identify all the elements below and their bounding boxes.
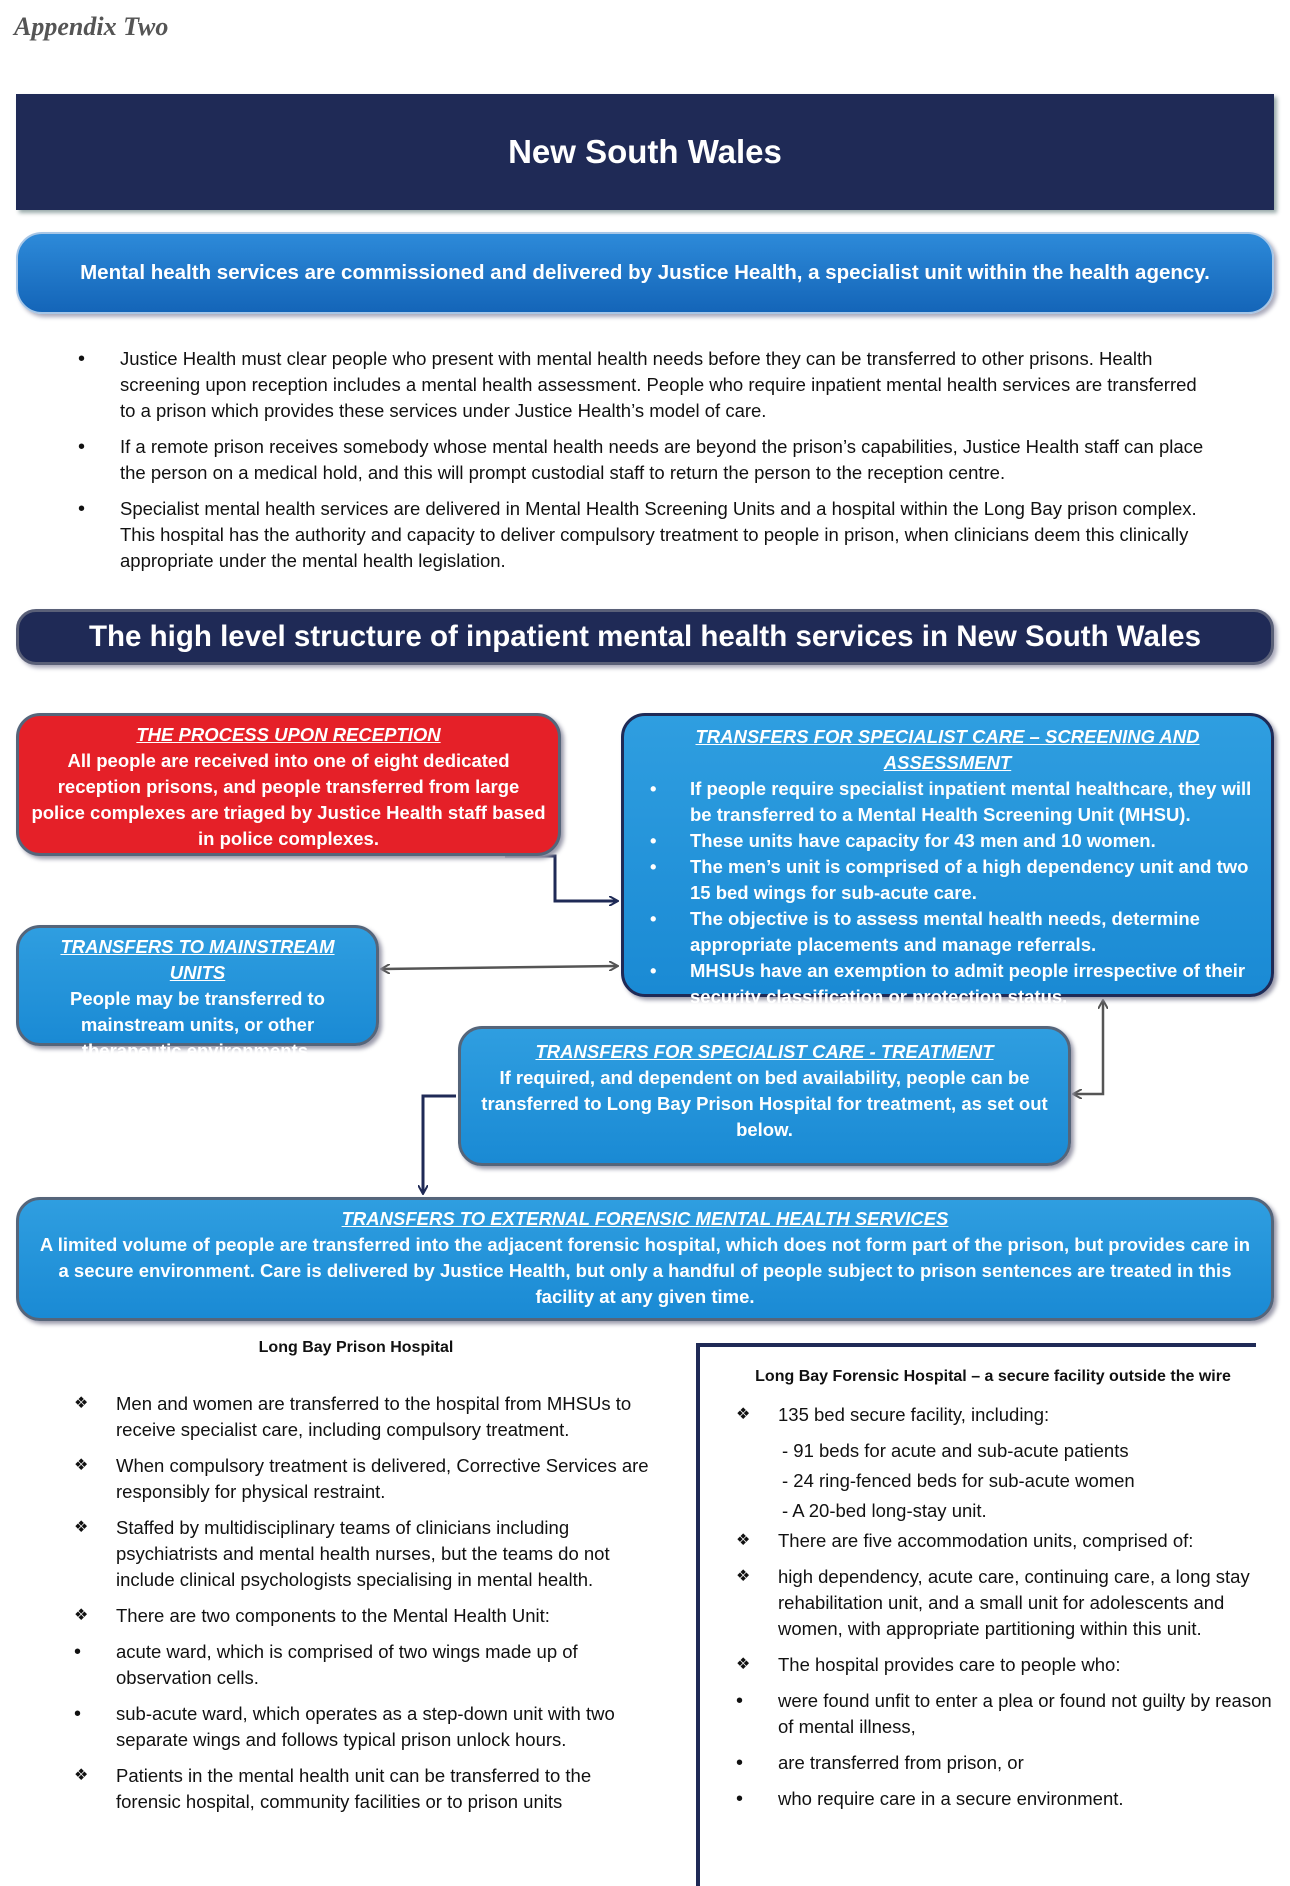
dot-bullet-icon: • xyxy=(736,1788,744,1810)
prison-hospital-item xyxy=(20,1515,650,1593)
mainstream-box xyxy=(16,925,379,1061)
dot-bullet-icon: • xyxy=(74,1641,82,1663)
forensic-hospital-item xyxy=(700,1564,1286,1642)
diamond-bullet-icon: ❖ xyxy=(736,1532,751,1549)
external-text: A limited volume of people are transferred into the adjacent forensic hospital, which does not form part of the prison, but provides care in a secure environment. Care is delivered by Justice Health, but only a handful of people subject to prison sentences are treated in this facility at any given time. xyxy=(39,1234,1251,1307)
arrow-reception-to-screening xyxy=(505,856,617,901)
forensic-hospital-item-text: high dependency, acute care, continuing care, a long stay rehabilitation unit, and a small unit for adolescents and women, with appropriate partitioning within this unit. xyxy=(778,1566,1250,1639)
diamond-bullet-icon: ❖ xyxy=(736,1406,751,1423)
prison-hospital-item xyxy=(20,1391,650,1443)
prison-hospital-item-text: sub-acute ward, which operates as a step-down unit with two separate wings and follows typical prison unlock hours. xyxy=(116,1703,615,1750)
diamond-bullet-icon: ❖ xyxy=(736,1656,751,1673)
screening-heading: TRANSFERS FOR SPECIALIST CARE – SCREENING AND ASSESSMENT xyxy=(695,726,1200,773)
forensic-hospital-item xyxy=(700,1786,1286,1812)
screening-item: • The objective is to assess mental health needs, determine appropriate placements and manage referrals. xyxy=(638,906,1257,958)
reception-text: All people are received into one of eight dedicated reception prisons, and people transferred from large police complexes are triaged by Justice Health staff based in police complexes. xyxy=(31,750,546,849)
dot-bullet-icon: • xyxy=(736,1752,744,1774)
forensic-hospital-list xyxy=(700,1402,1286,1822)
prison-hospital-item-text: Men and women are transferred to the hospital from MHSUs to receive specialist care, including compulsory treatment. xyxy=(116,1393,632,1440)
forensic-hospital-item xyxy=(700,1438,1286,1464)
subtitle-banner: Mental health services are commissioned and delivered by Justice Health, a specialist unit within the health agency. xyxy=(16,232,1274,314)
prison-hospital-title: Long Bay Prison Hospital xyxy=(258,1339,454,1356)
appendix-label: Appendix Two xyxy=(14,12,169,41)
forensic-hospital-item xyxy=(700,1528,1286,1554)
page-title: New South Wales xyxy=(16,94,1274,210)
prison-hospital-item xyxy=(20,1701,650,1753)
reception-box xyxy=(16,713,561,856)
prison-hospital-item xyxy=(20,1453,650,1505)
arrow-screening-mainstream xyxy=(382,966,617,969)
dot-bullet-icon: • xyxy=(74,1703,82,1725)
treatment-box xyxy=(458,1026,1071,1166)
forensic-hospital-item-text: There are five accommodation units, comprised of: xyxy=(778,1530,1194,1551)
forensic-hospital-item-text: - A 20-bed long-stay unit. xyxy=(782,1500,987,1521)
screening-list xyxy=(638,776,1257,1010)
column-divider-top xyxy=(696,1343,1256,1347)
forensic-hospital-item-text: 135 bed secure facility, including: xyxy=(778,1404,1050,1425)
forensic-hospital-item-text: who require care in a secure environment. xyxy=(778,1788,1124,1809)
forensic-hospital-item xyxy=(700,1498,1286,1524)
structure-title: The high level structure of inpatient mental health services in New South Wales xyxy=(16,609,1274,665)
prison-hospital-item-text: Patients in the mental health unit can be transferred to the forensic hospital, community facilities or to prison units xyxy=(116,1765,592,1812)
forensic-hospital-item-text: - 91 beds for acute and sub-acute patients xyxy=(782,1440,1129,1461)
diamond-bullet-icon: ❖ xyxy=(736,1568,751,1585)
dot-bullet-icon: • xyxy=(736,1690,744,1712)
prison-hospital-list xyxy=(20,1391,650,1825)
mainstream-heading: TRANSFERS TO MAINSTREAM UNITS xyxy=(60,936,335,983)
forensic-hospital-item-text: - 24 ring-fenced beds for sub-acute women xyxy=(782,1470,1135,1491)
arrow-screening-treatment xyxy=(1074,1001,1103,1094)
treatment-heading: TRANSFERS FOR SPECIALIST CARE - TREATMENT xyxy=(535,1041,994,1062)
intro-bullet: • Specialist mental health services are delivered in Mental Health Screening Units and a hospital within the Long Bay prison complex. This hospital has the authority and capacity to deliver compulsory treatment to people in prison, when clinicians deem this clinically appropriate under the mental health legislation. xyxy=(20,496,1210,574)
diamond-bullet-icon: ❖ xyxy=(74,1519,89,1536)
diamond-bullet-icon: ❖ xyxy=(74,1767,89,1784)
forensic-hospital-item xyxy=(700,1652,1286,1678)
prison-hospital-item-text: acute ward, which is comprised of two wings made up of observation cells. xyxy=(116,1641,578,1688)
intro-bullet: • If a remote prison receives somebody whose mental health needs are beyond the prison’s capabilities, Justice Health staff can place the person on a medical hold, and this will prompt custodial staff to return the person to the reception centre. xyxy=(20,434,1210,486)
screening-item: • MHSUs have an exemption to admit people irrespective of their security classification or protection status. xyxy=(638,958,1257,1010)
forensic-hospital-item-text: are transferred from prison, or xyxy=(778,1752,1024,1773)
prison-hospital-item xyxy=(20,1639,650,1691)
forensic-hospital-item xyxy=(700,1468,1286,1494)
forensic-hospital-title: Long Bay Forensic Hospital – a secure facility outside the wire xyxy=(755,1368,1231,1385)
prison-hospital-item xyxy=(20,1603,650,1629)
screening-item: • These units have capacity for 43 men and 10 women. xyxy=(638,828,1257,854)
diamond-bullet-icon: ❖ xyxy=(74,1607,89,1624)
forensic-hospital-item xyxy=(700,1402,1286,1428)
forensic-hospital-item xyxy=(700,1688,1286,1740)
screening-item: • The men’s unit is comprised of a high dependency unit and two 15 bed wings for sub-acute care. xyxy=(638,854,1257,906)
forensic-hospital-item-text: were found unfit to enter a plea or found not guilty by reason of mental illness, xyxy=(778,1690,1272,1737)
prison-hospital-item-text: There are two components to the Mental Health Unit: xyxy=(116,1605,550,1626)
external-box xyxy=(16,1197,1274,1321)
prison-hospital-item-text: Staffed by multidisciplinary teams of clinicians including psychiatrists and mental health nurses, but the teams do not include clinical psychologists specialising in mental health. xyxy=(116,1517,610,1590)
arrow-treatment-to-external xyxy=(423,1096,456,1193)
forensic-hospital-item xyxy=(700,1750,1286,1776)
external-heading: TRANSFERS TO EXTERNAL FORENSIC MENTAL HEALTH SERVICES xyxy=(341,1208,949,1229)
treatment-text: If required, and dependent on bed availability, people can be transferred to Long Bay Prison Hospital for treatment, as set out below. xyxy=(481,1067,1048,1140)
screening-box xyxy=(621,713,1274,1007)
diamond-bullet-icon: ❖ xyxy=(74,1457,89,1474)
prison-hospital-item-text: When compulsory treatment is delivered, Corrective Services are responsibly for physical restraint. xyxy=(116,1455,649,1502)
prison-hospital-item xyxy=(20,1763,650,1815)
mainstream-text: People may be transferred to mainstream units, or other therapeutic environments. xyxy=(70,988,325,1061)
forensic-hospital-item-text: The hospital provides care to people who: xyxy=(778,1654,1121,1675)
reception-heading: THE PROCESS UPON RECEPTION xyxy=(136,724,441,745)
screening-item: • If people require specialist inpatient mental healthcare, they will be transferred to a Mental Health Screening Unit (MHSU). xyxy=(638,776,1257,828)
diamond-bullet-icon: ❖ xyxy=(74,1395,89,1412)
intro-bullet: • Justice Health must clear people who present with mental health needs before they can be transferred to other prisons. Health screening upon reception includes a mental health assessment. People who require inpatient mental health services are transferred to a prison which provides these services under Justice Health’s model of care. xyxy=(20,346,1210,424)
